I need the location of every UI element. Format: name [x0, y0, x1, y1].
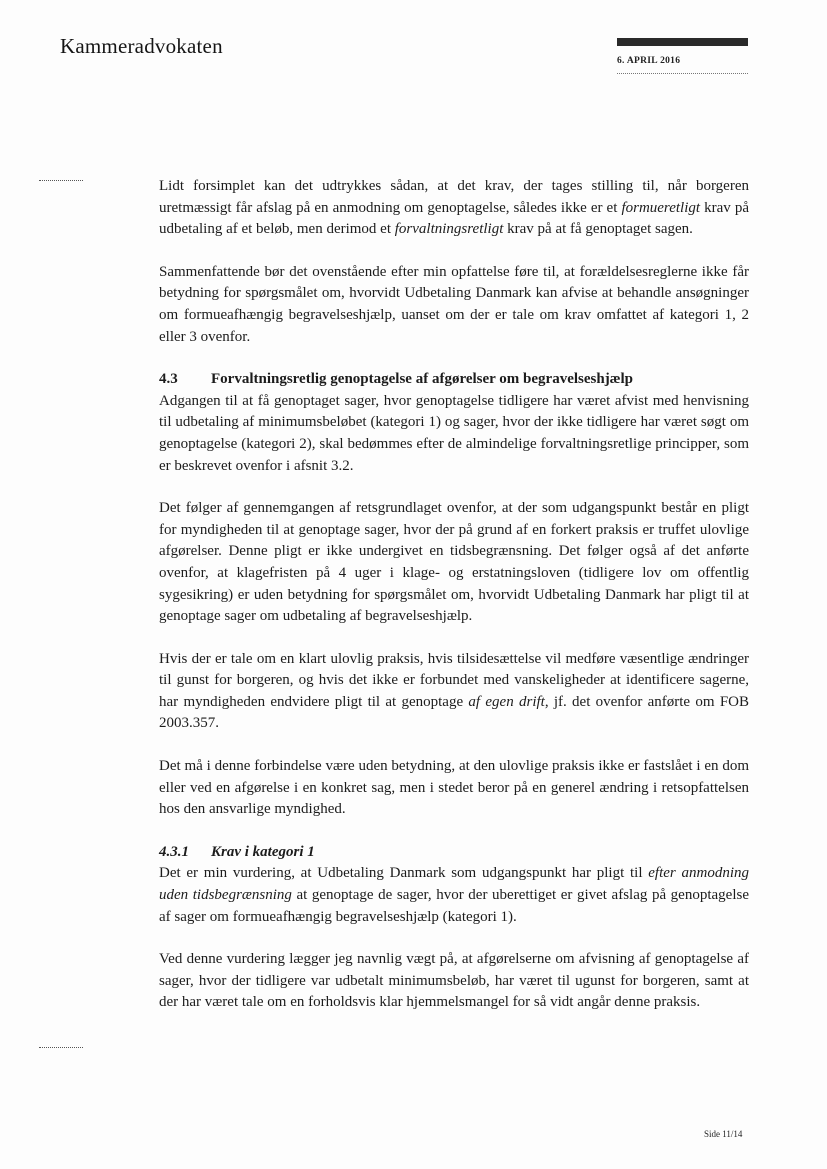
italic-text: formueretligt	[621, 199, 701, 216]
section-heading-4-3	[159, 369, 749, 391]
text-run: krav på at få genoptaget sagen.	[503, 221, 693, 238]
text-run: Lidt forsimplet kan det udtrykkes sådan, at det krav, der tages stilling til, når borgeren uretmæssigt får afslag på en anmodning om genoptagelse, således ikke er et	[159, 178, 749, 216]
text-run: Hvis der er tale om en klart ulovlig praksis, hvis tilsidesættelse vil medføre væsentlige ændringer til gunst for borgeren, og hvis det ikke er forbundet med vanskeligheder at identificere sagerne, har myndigheden endvidere pligt til at genoptage	[159, 650, 749, 710]
section-number: 4.3	[159, 371, 178, 388]
section-heading-4-3-1	[159, 842, 749, 864]
text-run: krav på udbetaling af et beløb, men derimod et	[159, 199, 749, 238]
paragraph-1	[159, 176, 749, 241]
date-divider	[617, 73, 748, 74]
italic-text: af egen drift	[468, 693, 545, 710]
text-run: , jf. det ovenfor anførte om FOB 2003.357.	[159, 693, 749, 732]
margin-mark-bottom	[39, 1047, 83, 1048]
subsection-title: Krav i kategori 1	[211, 843, 315, 860]
text-run: at genoptage de sager, hvor der uberettiget er givet afslag på genoptagelse af sager om formueafhængig begravelseshjælp (kategori 1).	[159, 887, 749, 925]
paragraph-6: Det må i denne forbindelse være uden betydning, at den ulovlige praksis ikke er fastslået i en dom eller ved en afgørelse i en konkret sag, men i stedet beror på en generel ændring i retsopfattelsen hos den ansvarlige myndighed.	[159, 758, 749, 818]
brand-name: Kammeradvokaten	[60, 34, 223, 58]
margin-mark-top	[39, 180, 83, 181]
italic-text: efter anmodning uden tidsbegrænsning	[159, 865, 749, 904]
subsection-number: 4.3.1	[159, 843, 189, 860]
document-date: 6. APRIL 2016	[617, 56, 681, 66]
paragraph-4: Det følger af gennemgangen af retsgrundlaget ovenfor, at der som udgangspunkt består en pligt for myndigheden til at genoptage sager, hvor der på grund af en forkert praksis er truffet ulovlige afgørelser. Denne pligt er ikke undergivet en tidsbegrænsning. Det følger også af det anførte ovenfor, at klagefristen på 4 uger i klage- og erstatningsloven (tidligere lov om offentlig sygesikring) er uden betydning for spørgsmålet om, hvorvidt Udbetaling Danmark har pligt til at genoptage sager om udbetaling af begravelseshjælp.	[159, 500, 749, 625]
italic-text: forvaltningsretligt	[394, 221, 504, 238]
paragraph-7	[159, 863, 749, 928]
paragraph-2: Sammenfattende bør det ovenstående efter min opfattelse føre til, at forældelsesreglerne ikke får betydning for spørgsmålet om, hvorvidt Udbetaling Danmark kan afvise at behandle ansøgninger om formueafhængig begravelseshjælp, uanset om der er tale om krav omfattet af kategori 1, 2 eller 3 ovenfor.	[159, 263, 749, 345]
page-number: Side 11/14	[704, 1129, 743, 1139]
text-run: Det er min vurdering, at Udbetaling Danmark som udgangspunkt har pligt til	[159, 865, 649, 882]
paragraph-5	[159, 649, 749, 735]
paragraph-8: Ved denne vurdering lægger jeg navnlig vægt på, at afgørelserne om afvisning af genoptagelse af sager, hvor der tidligere var udbetalt minimumsbeløb, har været til ugunst for borgeren, samt at der har været tale om en forholdsvis klar hjemmelsmangel for så vidt angår denne praksis.	[159, 951, 749, 1011]
section-title: Forvaltningsretlig genoptagelse af afgørelser om begravelseshjælp	[211, 371, 634, 388]
document-body	[159, 176, 749, 1035]
paragraph-3: Adgangen til at få genoptaget sager, hvor genoptagelse tidligere har været afvist med henvisning til udbetaling af minimumsbeløbet (kategori 1) og sager, hvor der ikke tidligere har været søgt om genoptagelse (kategori 2), skal bedømmes efter de almindelige forvaltningsretlige principper, som er beskrevet ovenfor i afsnit 3.2.	[159, 392, 749, 474]
header-bar	[617, 38, 748, 46]
